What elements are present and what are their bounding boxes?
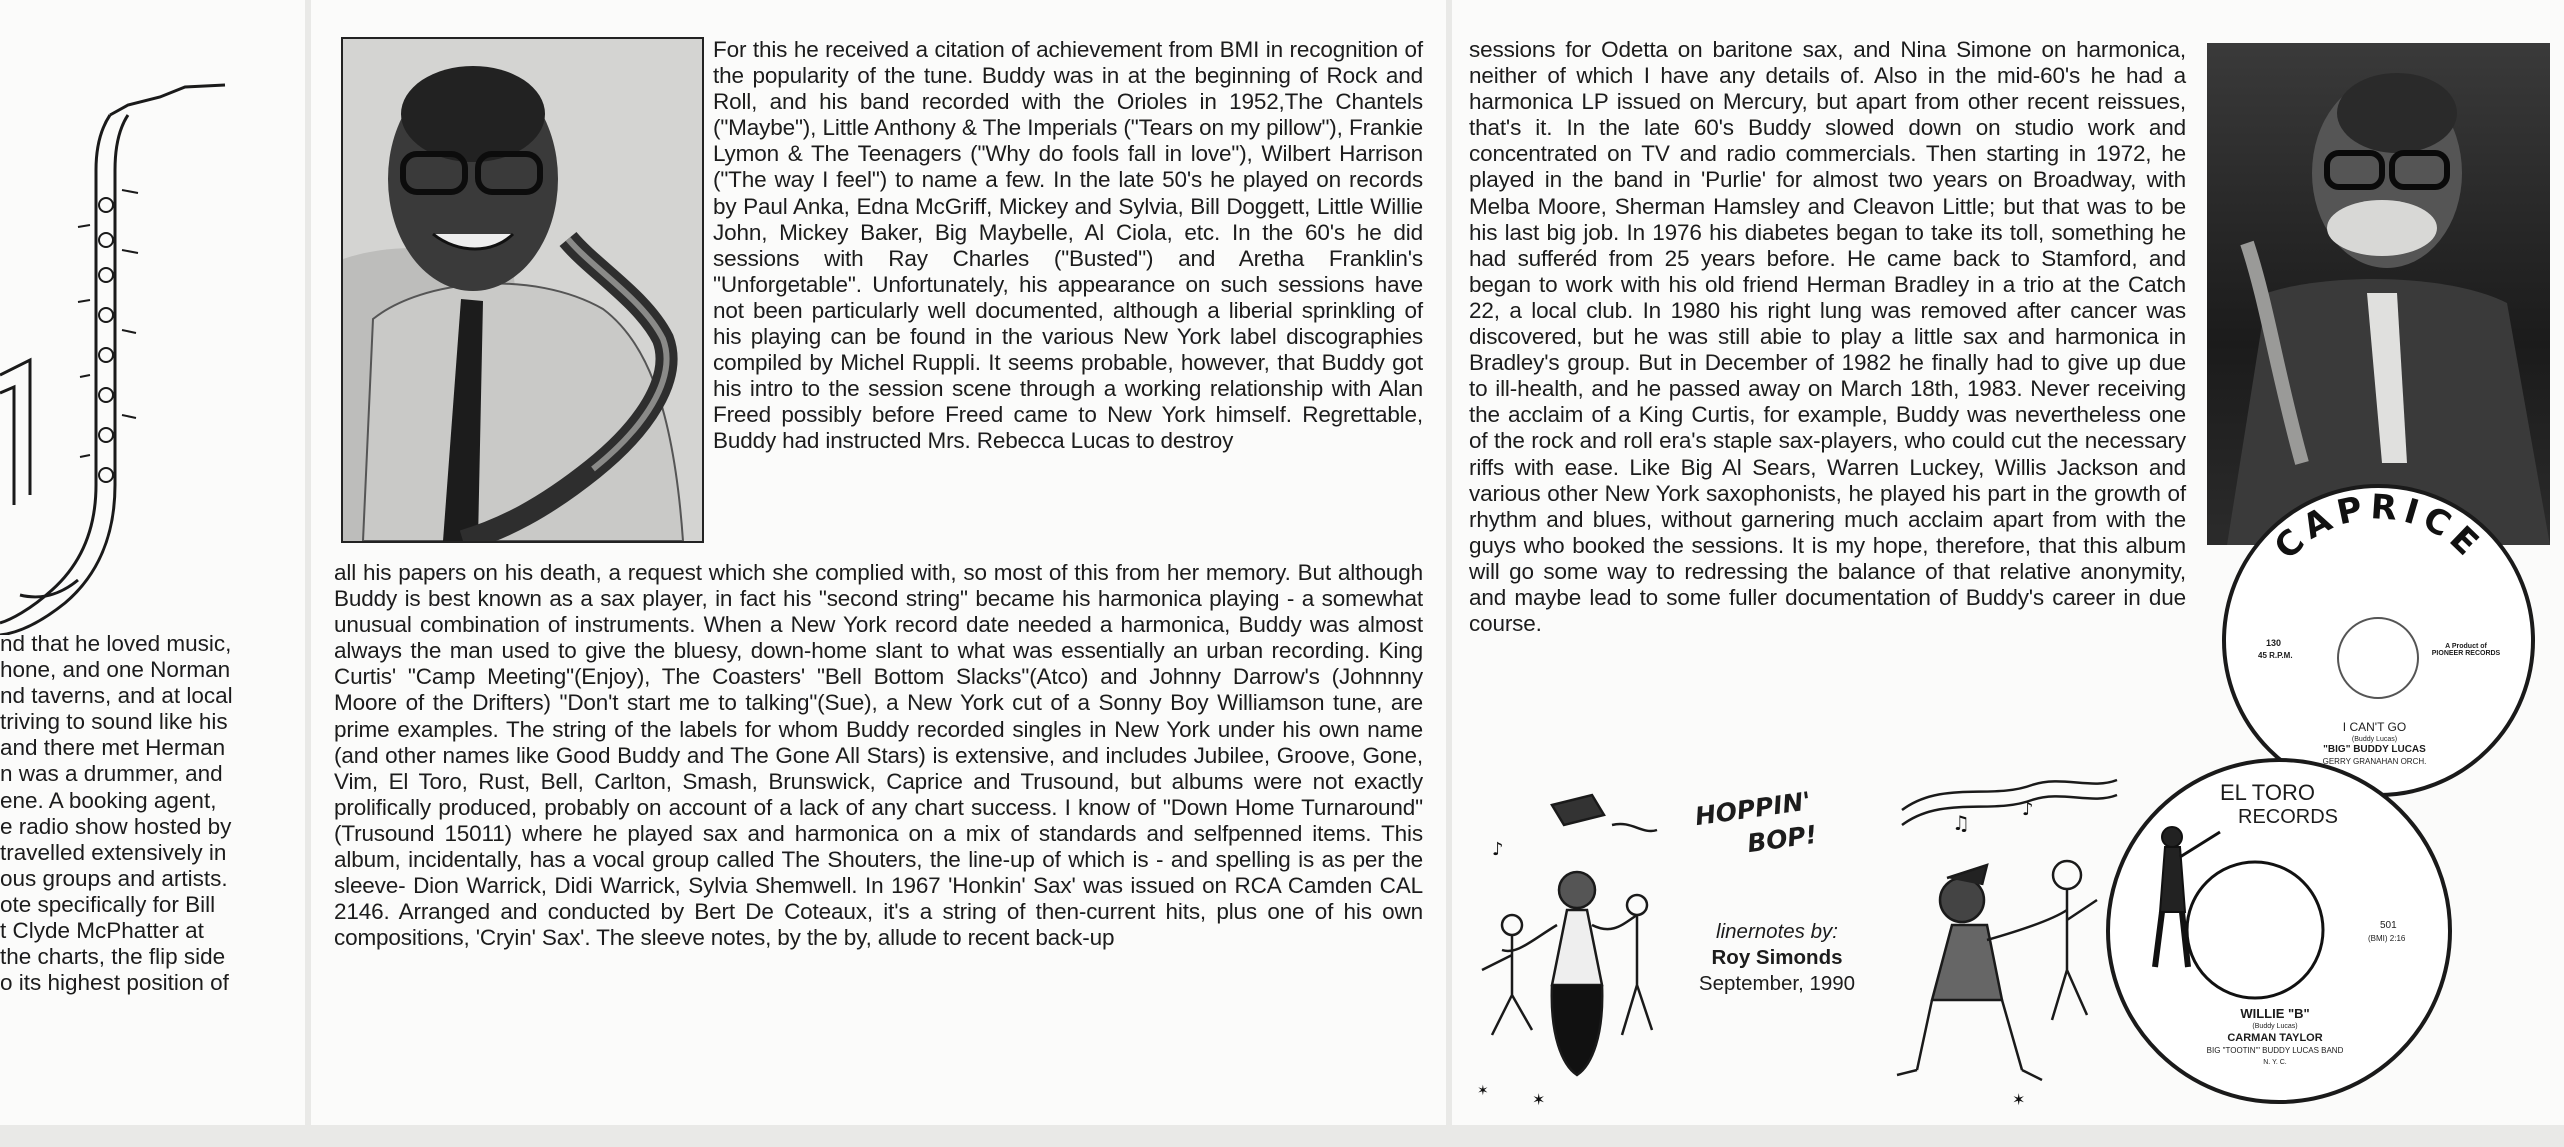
- saxophone-drawing-icon: [0, 75, 240, 635]
- caprice-record-label: [2222, 484, 2535, 797]
- fragment-line: the charts, the flip side: [0, 944, 226, 970]
- el-toro-title: WILLIE "B": [2240, 1006, 2310, 1021]
- svg-text:♫: ♫: [1952, 811, 1970, 835]
- middle-panel: [311, 0, 1446, 1125]
- hoppin-bop-title: [1693, 784, 1819, 868]
- caprice-orchestra: GERRY GRANAHAN ORCH.: [2322, 757, 2427, 766]
- el-toro-number: 501: [2380, 920, 2397, 931]
- dancers-illustration-icon: [1472, 775, 1672, 1115]
- el-toro-composer: (Buddy Lucas): [2252, 1023, 2298, 1030]
- caprice-brand: CAPRICE: [2266, 488, 2491, 568]
- svg-text:♪: ♪: [1492, 839, 1504, 860]
- fragment-line: nd taverns, and at local: [0, 683, 233, 709]
- el-toro-brand: EL TORO: [2220, 780, 2315, 805]
- middle-text-beside-photo: [713, 37, 1423, 455]
- middle-text-full-width: [334, 560, 1423, 951]
- el-toro-record-label: [2106, 758, 2452, 1104]
- el-toro-bmi: (BMI) 2:16: [2368, 934, 2406, 943]
- credit-name: Roy Simonds: [1711, 946, 1843, 969]
- paragraph: all his papers on his death, a request which she complied with, so most of this from her memory. But although Buddy is best known as a sax player, in fact his "second string" became his harmonica playing - a somewhat unusual combination of instruments. When a New York record date needed a harmonica, Buddy was almost always the man used to give the bluesy, down-home slant to what was essentially an urban recording. King Curtis' "Camp Meeting"(Enjoy), The Coasters' "Bell Bottom Slacks"(Atco) and Johnny Darrow's (Johnnny Moore of the Drifters) "Don't start me to talking"(Sue), a New York cut of a Sonny Boy Williamson tune, are prime examples. The string of the labels for whom Buddy recorded singles in New York under his own name (and other names like Good Buddy and The Gone All Stars) is extensive, and includes Jubilee, Groove, Gone, Vim, El Toro, Rust, Bell, Carlton, Smash, Brunswick, Caprice and Trusound, but albums were not exactly prolifically produced, probably on account of a lack of any chart success. I know of "Down Home Turnaround" (Trusound 15011) where he played sax and harmonica on a mix of standards and selfpenned items. This album, incidentally, has a vocal group called The Shouters, the line-up of which is - and spelling is as per the sleeve- Dion Warrick, Didi Warrick, Sylvia Shemwell. In 1967 'Honkin' Sax' was issued on RCA Camden CAL 2146. Arranged and conducted by Bert De Coteaux, it's a string of then-current hits, plus one of his own compositions, 'Cryin' Sax'. The sleeve notes, by the by, allude to recent back-up: [334, 560, 1423, 951]
- caprice-artist: "BIG" BUDDY LUCAS: [2323, 744, 2426, 755]
- man-with-saxophone-icon: [343, 39, 702, 541]
- caprice-title: I CAN'T GO: [2342, 720, 2407, 734]
- svg-text:♪: ♪: [2022, 799, 2034, 820]
- fragment-line: and there met Herman: [0, 735, 226, 761]
- caprice-catalog: 130: [2266, 638, 2282, 648]
- fragment-line: ous groups and artists.: [0, 865, 228, 891]
- fragment-line: n was a drummer, and: [0, 761, 223, 787]
- svg-text:✶: ✶: [2012, 1090, 2026, 1109]
- caprice-producer: A Product of PIONEER RECORDS: [2431, 643, 2501, 657]
- buddy-lucas-photo: [341, 37, 704, 543]
- fragment-line: ene. A booking agent,: [0, 787, 217, 813]
- el-toro-band: BIG "TOOTIN'" BUDDY LUCAS BAND: [2206, 1046, 2344, 1055]
- svg-text:✶: ✶: [1477, 1083, 1489, 1099]
- paragraph: sessions for Odetta on baritone sax, and Nina Simone on harmonica, neither of which I have any details of. Also in the mid-60's he had a harmonica LP issued on Mercury, but apart from other recent reissues, that's it. In the late 60's Buddy slowed down on studio work and concentrated on TV and radio commercials. Then starting in 1972, he played in the band in 'Purlie' for almost two years on Broadway, with Melba Moore, Sherman Hamsley and Cleavon Little; but that was to be his last big job. In 1976 his diabetes began to take its toll, something he had sufferéd from 25 years before. He came back to Stamford, and began to work with his old friend Herman Bradley in a trio at the Catch 22, a local club. In 1980 his right lung was removed after cancer was discovered, but he was still abie to play a little sax and harmonica in Bradley's group. But in December of 1982 he finally had to give up due to ill-health, and he passed away on March 18th, 1983. Never receiving the acclaim of a King Curtis, for example, Buddy was nevertheless one of the rock and roll era's staple sax-players, who could cut the necessary riffs with ease. Like Big Al Sears, Warren Luckey, Willis Jackson and various other New York saxophonists, he played his part in the growth of rhythm and blues, without garnering much acclaim apart from with the guys who booked the sessions. It is my hope, therefore, that this album will go some way to redressing the balance of that relative anonymity, and maybe lead to some fuller documentation of Buddy's career in due course.: [1469, 37, 2186, 637]
- hoppin-line: HOPPIN': [1693, 786, 1813, 832]
- fragment-line: o its highest position of: [0, 970, 229, 996]
- right-text: [1469, 37, 2186, 637]
- fragment-line: e radio show hosted by: [0, 813, 232, 839]
- left-panel: [0, 0, 305, 1125]
- man-playing-harmonica-icon: [2207, 43, 2550, 545]
- bop-line: BOP!: [1745, 819, 1819, 859]
- el-toro-artist: CARMAN TAYLOR: [2227, 1032, 2323, 1044]
- left-fragment-text: [0, 631, 250, 996]
- credit-date: September, 1990: [1698, 972, 1856, 995]
- fragment-line: t Clyde McPhatter at: [0, 918, 204, 944]
- svg-text:CAPRICE: [2267, 488, 2490, 568]
- linernotes-credit: [1687, 919, 1867, 997]
- buddy-lucas-harmonica-photo: [2207, 43, 2550, 545]
- caprice-composer: (Buddy Lucas): [2351, 736, 2398, 743]
- caprice-rpm: 45 R.P.M.: [2258, 651, 2293, 660]
- credit-label: linernotes by:: [1716, 920, 1838, 943]
- right-panel: [1452, 0, 2564, 1125]
- fragment-line: triving to sound like his: [0, 709, 228, 735]
- fragment-line: travelled extensively in: [0, 839, 227, 865]
- fragment-line: ote specifically for Bill: [0, 891, 216, 917]
- fragment-line: nd that he loved music,: [0, 631, 232, 656]
- fragment-line: hone, and one Norman: [0, 657, 231, 683]
- paragraph: For this he received a citation of achievement from BMI in recognition of the popularity of the tune. Buddy was in at the beginning of Rock and Roll, and his band recorded with the Orioles in 1952,The Chantels ("Maybe"), Little Anthony & The Imperials ("Tears on my pillow"), Frankie Lymon & The Teenagers ("Why do fools fall in love"), Wilbert Harrison ("The way I feel") to name a few. In the late 50's he played on records by Paul Anka, Edna McGriff, Mickey and Sylvia, Bill Doggett, Little Willie John, Mickey Baker, Big Maybelle, Al Ciola, etc. In the 60's he did sessions with Ray Charles ("Busted") and Aretha Franklin's "Unforgetable". Unfortunately, his appearance on such sessions have not been particularly well documented, although a liberial sprinkling of his playing can be found in the various New York label discographies compiled by Michel Ruppli. It seems probable, however, that Buddy got his intro to the session scene through a working relationship with Alan Freed possibly before Freed came to New York himself. Regrettable, Buddy had instructed Mrs. Rebecca Lucas to destroy: [713, 37, 1423, 454]
- svg-text:✶: ✶: [1532, 1090, 1546, 1109]
- el-toro-city: N. Y. C.: [2263, 1059, 2287, 1066]
- el-toro-records: RECORDS: [2238, 806, 2339, 828]
- singer-illustration-icon: [1892, 770, 2122, 1110]
